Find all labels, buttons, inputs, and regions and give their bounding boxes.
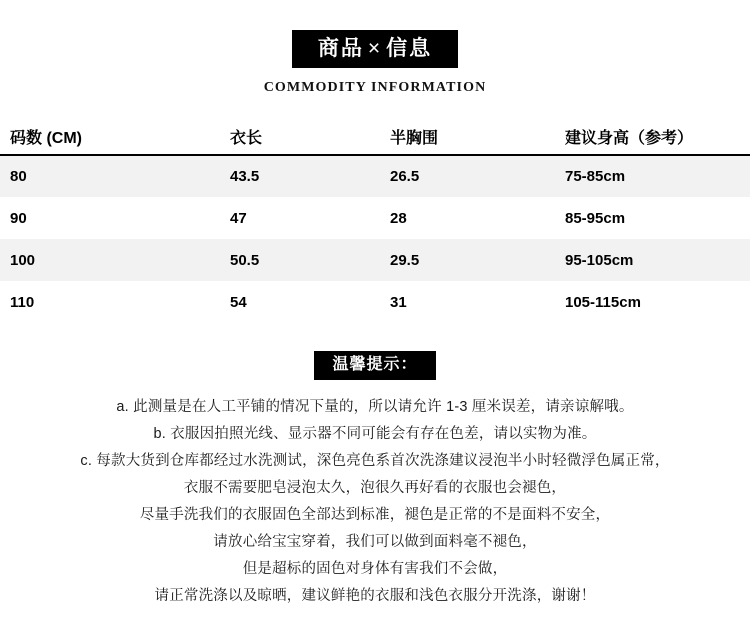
page-title-left: 商品: [317, 37, 364, 60]
size-chart-table: [0, 118, 750, 323]
cell-height: 95-105cm: [565, 251, 634, 269]
page-title-separator: ×: [367, 37, 383, 60]
cell-height: 85-95cm: [565, 209, 626, 227]
column-header-length: 衣长: [230, 118, 390, 155]
table-row: [0, 239, 750, 281]
cell-height: 105-115cm: [565, 293, 641, 311]
tips-line: c. 每款大货到仓库都经过水洗测试，深色亮色系首次洗涤建议浸泡半小时轻微浮色属正常，: [80, 453, 670, 470]
column-header-height: 建议身高（参考）: [565, 118, 750, 155]
cell-length: 47: [230, 209, 247, 227]
cell-half-bust: 31: [390, 293, 407, 311]
size-chart-body: [0, 155, 750, 323]
page-title-right: 信息: [386, 37, 433, 60]
tips-line: a. 此测量是在人工平铺的情况下量的，所以请允许 1-3 厘米误差，请亲谅解哦。: [116, 399, 634, 416]
tips-line: 请正常洗涤以及晾晒，建议鲜艳的衣服和浅色衣服分开洗涤，谢谢！: [154, 588, 596, 605]
cell-half-bust: 28: [390, 209, 407, 227]
cell-half-bust: 29.5: [390, 251, 420, 269]
cell-half-bust: 26.5: [390, 168, 420, 186]
tips-line: 请放心给宝宝穿着，我们可以做到面料毫不褪色，: [213, 534, 537, 551]
tips-line: 但是超标的固色对身体有害我们不会做，: [242, 561, 508, 578]
page-subtitle: COMMODITY INFORMATION: [263, 80, 487, 96]
cell-size: 100: [10, 251, 36, 269]
table-header-row: [0, 118, 750, 155]
cell-length: 54: [230, 293, 247, 311]
cell-size: 90: [10, 209, 27, 227]
cell-length: 43.5: [230, 168, 260, 186]
tips-line: b. 衣服因拍照光线、显示器不同可能会有存在色差，请以实物为准。: [153, 426, 597, 443]
page-title: [292, 30, 458, 68]
cell-length: 50.5: [230, 251, 260, 269]
table-row: [0, 197, 750, 239]
tips-line: 尽量手洗我们的衣服固色全部达到标准，褪色是正常的不是面料不安全，: [139, 507, 611, 524]
table-row: [0, 281, 750, 323]
tips-badge: 温馨提示：: [314, 351, 435, 380]
column-header-half-bust: 半胸围: [390, 118, 565, 155]
cell-size: 80: [10, 168, 27, 186]
tips-section: [0, 351, 750, 610]
size-chart-header: [0, 118, 750, 155]
page-header: [0, 0, 750, 96]
column-header-size: 码数 (CM): [0, 118, 230, 155]
cell-height: 75-85cm: [565, 168, 626, 186]
tips-text-block: [0, 394, 750, 610]
tips-line: 衣服不需要肥皂浸泡太久，泡很久再好看的衣服也会褪色，: [183, 480, 567, 497]
cell-size: 110: [10, 293, 35, 311]
table-row: [0, 155, 750, 197]
